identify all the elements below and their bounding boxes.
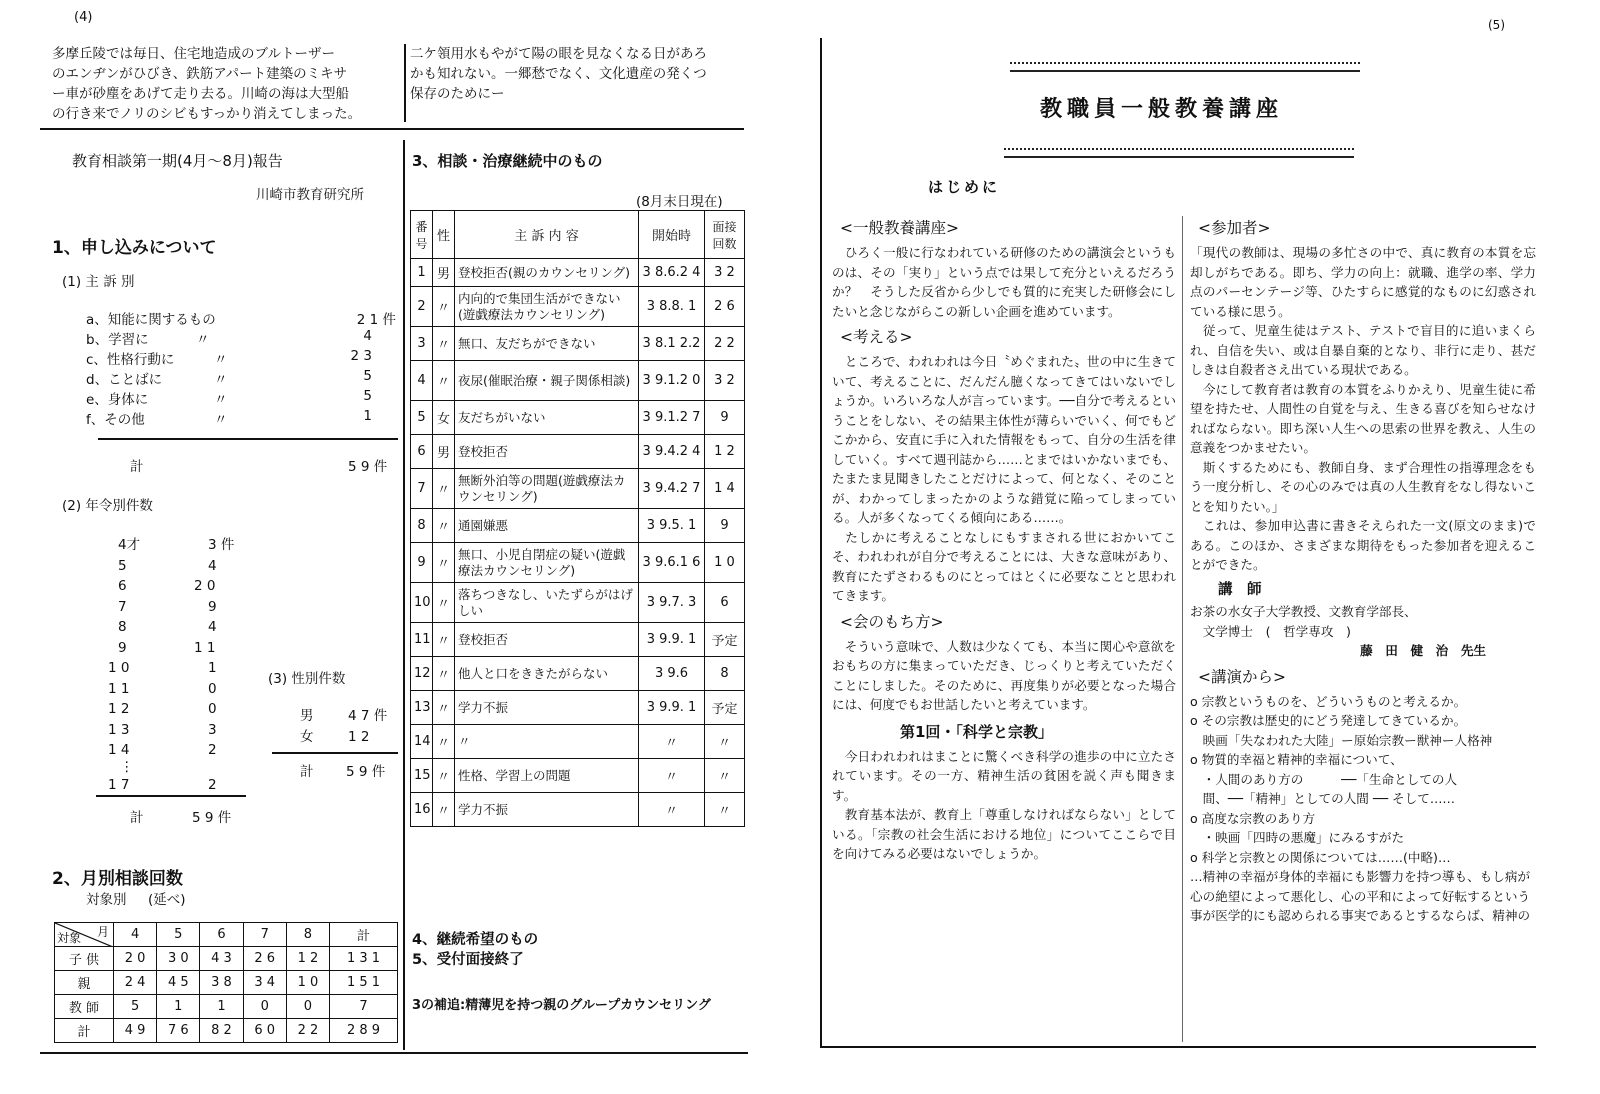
sex-label: 女 <box>300 729 314 745</box>
case-interview-count: 9 <box>705 401 745 435</box>
monthly-row-label: 子 供 <box>55 947 114 971</box>
intro-line: ー車が砂塵をあげて走り去る。川崎の海は大型船 <box>52 86 349 102</box>
case-number: 7 <box>411 469 433 509</box>
case-start-date: 〃 <box>639 725 705 759</box>
paragraph: ところで、われわれは今日〝めぐまれた〟世の中に生きていて、考えることに、だんだん臆くなってきてはいないでしょうか。いろいろな人が言っています。──自分で考えるということをしない、その結果主体性が薄らいでいく、何でもどこかから、安直に手に入れた情報をもって、自分の生活を律していく。すべて週刊誌から……とまではいかないまでも、たまたま見聞きしたことだけによって、何となく、そのことが、わかってしまったかのような錯覚に陥ってしまっている。人が多くなってくる傾向にある……。 <box>832 354 1176 525</box>
case-sex: 男 <box>433 259 455 287</box>
section-3-date: (8月末日現在) <box>636 194 723 210</box>
case-start-date: 3 8.1 2.2 <box>639 327 705 361</box>
case-number: 3 <box>411 327 433 361</box>
case-sex: 〃 <box>433 793 455 827</box>
monthly-cell: 2 8 9 <box>330 1019 398 1043</box>
section-heading: <会のもち方> <box>840 612 944 631</box>
case-sex: 〃 <box>433 327 455 361</box>
cases-header-start: 開始時 <box>639 211 705 259</box>
case-row <box>411 623 745 657</box>
age-count: 0 <box>208 680 217 697</box>
title-ornament-bottom <box>1004 148 1354 158</box>
section-heading: <参加者> <box>1198 219 1271 237</box>
intro-line: のエンヂンがひびき、鉄筋アパート建築のミキサ <box>52 66 348 82</box>
case-number: 6 <box>411 435 433 469</box>
section-2-title: 2、月別相談回数 <box>52 869 183 889</box>
case-start-date: 〃 <box>639 793 705 827</box>
month-header: 7 <box>243 923 286 947</box>
ages-total: 5 9 件 <box>192 810 232 826</box>
age-label: 4才 <box>118 537 141 553</box>
case-row <box>411 287 745 327</box>
case-content: 内向的で集団生活ができない(遊戯療法カウンセリング) <box>455 287 639 327</box>
case-number: 8 <box>411 509 433 543</box>
lecturer-label: 講 師 <box>1218 581 1262 598</box>
monthly-cell: 1 2 <box>286 947 329 971</box>
paragraph: そういう意味で、人数は少なくても、本当に関心や意欲をおもちの方に集まっていただき、じっくりと考えていただくことにしました。そのために、再度集りが必要となった場合には、何度でもお世話したいと考えています。 <box>832 638 1176 712</box>
intro-line: かも知れない。一郷愁でなく、文化遺産の発くつ <box>410 66 707 82</box>
introduction-heading: はじめに <box>928 178 1001 196</box>
age-count: 2 <box>208 742 217 758</box>
case-number: 15 <box>411 759 433 793</box>
complaint-label: b、学習に <box>86 332 149 348</box>
case-sex: 〃 <box>433 469 455 509</box>
case-interview-count: 〃 <box>705 793 745 827</box>
age-row <box>96 556 236 577</box>
corner-month-label: 月 <box>96 925 109 939</box>
intro-column-2 <box>410 44 760 104</box>
monthly-cell: 4 9 <box>114 1019 157 1043</box>
case-interview-count: 予定 <box>705 623 745 657</box>
month-header: 8 <box>286 923 329 947</box>
sex-total-label: 計 <box>300 764 314 780</box>
monthly-table <box>54 922 398 1043</box>
sex-list <box>300 706 400 748</box>
case-interview-count: 3 2 <box>705 259 745 287</box>
case-start-date: 3 9.6.1 6 <box>639 543 705 583</box>
monthly-cell: 2 4 <box>114 971 157 995</box>
case-interview-count: 9 <box>705 509 745 543</box>
section-heading: <講演から> <box>1198 667 1286 686</box>
ditto-mark: 〃 <box>196 332 210 348</box>
complaint-row <box>86 368 396 388</box>
case-interview-count: 〃 <box>705 759 745 793</box>
section-3-title: 3、相談・治療継続中のもの <box>412 152 603 170</box>
cases-header-row <box>411 211 745 259</box>
paragraph: 教育基本法が、教育上「尊重しなければならない」としている。「宗教の社会生活における地位」についてここらで目を向けてみる必要はないでしょうか。 <box>832 807 1176 861</box>
corner-target-label: 対象 <box>57 931 82 945</box>
complaints-total-label: 計 <box>130 459 144 475</box>
case-number: 16 <box>411 793 433 827</box>
case-interview-count: 1 0 <box>705 543 745 583</box>
monthly-row-label: 計 <box>55 1019 114 1043</box>
case-start-date: 3 9.4.2 7 <box>639 469 705 509</box>
sex-row <box>300 727 400 748</box>
section-1-title: 1、申し込みについて <box>52 238 217 258</box>
report-title: 教育相談第一期(4月～8月)報告 <box>72 152 283 170</box>
case-row <box>411 583 745 623</box>
case-sex: 女 <box>433 401 455 435</box>
age-label: 1 1 <box>108 680 130 697</box>
monthly-cell: 2 0 <box>114 947 157 971</box>
case-row <box>411 509 745 543</box>
cases-table <box>410 210 745 827</box>
ditto-mark: 〃 <box>214 372 228 388</box>
case-row <box>411 657 745 691</box>
complaints-list <box>86 308 396 428</box>
case-row <box>411 543 745 583</box>
case-number: 13 <box>411 691 433 725</box>
case-row <box>411 435 745 469</box>
case-content: 友だちがいない <box>455 401 639 435</box>
section-4-title: 4、継続希望のもの <box>412 932 539 948</box>
complaint-row <box>86 388 396 408</box>
case-number: 2 <box>411 287 433 327</box>
age-row <box>96 740 236 761</box>
case-number: 4 <box>411 361 433 401</box>
complaint-row <box>86 328 396 348</box>
monthly-cell: 7 <box>330 995 398 1019</box>
paragraph: これは、参加申込書に書きそえられた一文(原文のまま)である。このほか、さまざまな期待をもった参加者を迎えることができた。 <box>1190 518 1536 572</box>
case-sex: 男 <box>433 435 455 469</box>
monthly-cell: 0 <box>243 995 286 1019</box>
paragraph: 「現代の教師は、現場の多忙さの中で、真に教育の本質を忘却しがちである。即ち、学力の向上：就職、進学の率、学力点のパーセンテージ等、ひたすらに感覚的なものに幻惑されている様に思う。 <box>1190 245 1536 319</box>
case-start-date: 3 9.1.2 7 <box>639 401 705 435</box>
case-content: 登校拒否 <box>455 623 639 657</box>
age-row <box>96 576 236 597</box>
intro-line: の行き来でノリのシビもすっかり消えてしまった。 <box>52 106 362 122</box>
complaint-count: 5 <box>363 368 372 384</box>
page-title: 教職員一般教養講座 <box>1040 96 1284 122</box>
monthly-cell: 1 5 1 <box>330 971 398 995</box>
sex-count: 4 7 件 <box>348 708 388 724</box>
sex-row <box>300 706 400 727</box>
case-row <box>411 691 745 725</box>
paragraph: 斯くするためにも、教師自身、まず合理性の指導理念をもう一度分析し、その心のみでは真の人生教育をなし得ないことを知りたい。」 <box>1190 459 1536 514</box>
text-line: ・映画「四時の悪魔」にみるすがた <box>1190 830 1405 845</box>
complaint-label: c、性格行動に <box>86 352 175 368</box>
age-label: 1 7 <box>108 776 130 793</box>
text-line: 文学博士 ( 哲学専攻 ) <box>1190 623 1351 639</box>
age-label: 9 <box>118 639 127 656</box>
page-number-right: (5) <box>1488 18 1505 32</box>
case-content: 学力不振 <box>455 793 639 827</box>
case-row <box>411 401 745 435</box>
section-3-supplement: 3の補追:精薄児を持つ親のグループカウンセリング <box>412 998 711 1013</box>
case-sex: 〃 <box>433 287 455 327</box>
article-column-2 <box>1190 212 1536 926</box>
cases-header-sex: 性 <box>433 211 455 259</box>
age-row <box>96 658 236 679</box>
case-start-date: 3 9.6 <box>639 657 705 691</box>
monthly-cell: 4 5 <box>157 971 200 995</box>
case-content: 性格、学習上の問題 <box>455 759 639 793</box>
monthly-row <box>55 947 398 971</box>
complaint-count: 4 <box>363 328 372 344</box>
paragraph: 今にして教育者は教育の本質をふりかえり、児童生徒に希望を持たせ、人間性の自覚を与え、生きる喜びを知らせなければならない。即ち深い人生への思索の世界を教え、人生の意義をつかませたい。 <box>1190 381 1536 455</box>
monthly-corner-cell <box>55 923 114 947</box>
age-count: 2 0 <box>194 578 216 594</box>
monthly-cell: 3 0 <box>157 947 200 971</box>
age-row <box>96 699 236 720</box>
monthly-cell: 8 2 <box>200 1019 243 1043</box>
age-count: 3 <box>208 721 217 738</box>
intro-line: 保存のためにー <box>410 86 505 102</box>
age-label: 1 4 <box>108 742 130 758</box>
complaint-row <box>86 408 396 428</box>
case-sex: 〃 <box>433 583 455 623</box>
case-number: 9 <box>411 543 433 583</box>
complaint-label: d、ことばに <box>86 372 163 388</box>
age-label: 5 <box>118 557 127 574</box>
age-row <box>96 535 236 556</box>
age-count: 9 <box>208 598 217 615</box>
section-2-subtitle: 対象別 (延べ) <box>86 892 186 908</box>
subsection-2-title: (2) 年令別件数 <box>62 498 153 514</box>
age-row <box>96 720 236 741</box>
case-sex: 〃 <box>433 759 455 793</box>
paragraph: たしかに考えることなしにもすまされる世におかいてこそ、われわれが自分で考えることには、大きな意味があり、教育にたずさわるものにとってはとくに必要なことと思われてきます。 <box>832 529 1176 603</box>
sex-label: 男 <box>300 708 314 724</box>
case-content: 夜尿(催眠治療・親子関係相談) <box>455 361 639 401</box>
case-sex: 〃 <box>433 361 455 401</box>
case-content: 〃 <box>455 725 639 759</box>
age-count: 0 <box>208 701 217 717</box>
case-row <box>411 327 745 361</box>
sex-count: 1 2 <box>348 729 370 745</box>
monthly-cell: 3 4 <box>243 971 286 995</box>
ages-total-label: 計 <box>130 810 144 826</box>
case-sex: 〃 <box>433 543 455 583</box>
case-sex: 〃 <box>433 691 455 725</box>
monthly-cell: 1 <box>200 995 243 1019</box>
case-sex: 〃 <box>433 509 455 543</box>
complaint-row <box>86 348 396 368</box>
subsection-3-title: (3) 性別件数 <box>268 671 346 687</box>
monthly-cell: 1 <box>157 995 200 1019</box>
paragraph: 従って、児童生徒はテスト、テストで盲目的に追いまくられ、自信を失い、或は自暴自棄的となり、非行に走り、甚だしきは自殺者さえ出ている現状である。 <box>1190 323 1536 377</box>
monthly-total-row <box>55 1019 398 1043</box>
intro-line: 多摩丘陵では毎日、住宅地造成のブルトーザー <box>52 46 335 62</box>
ditto-mark: 〃 <box>214 412 228 428</box>
case-number: 10 <box>411 583 433 623</box>
age-count: 4 <box>208 557 217 574</box>
age-row <box>96 775 236 796</box>
month-header: 4 <box>114 923 157 947</box>
monthly-cell: 2 2 <box>286 1019 329 1043</box>
case-start-date: 3 8.8. 1 <box>639 287 705 327</box>
age-count: 2 <box>208 776 217 793</box>
case-interview-count: 8 <box>705 657 745 691</box>
section-heading: <一般教養講座> <box>840 219 959 237</box>
complaint-label: a、知能に関するもの <box>86 312 216 328</box>
age-label: 1 2 <box>108 701 130 717</box>
case-sex: 〃 <box>433 657 455 691</box>
complaint-count: 2 1 件 <box>356 312 396 328</box>
text-line: o 宗教というものを、どういうものと考えるか。 <box>1190 693 1467 709</box>
monthly-row-label: 親 <box>55 971 114 995</box>
subsection-1-title: (1) 主 訴 別 <box>62 274 135 290</box>
page-number-left: (4) <box>74 10 93 25</box>
monthly-cell: 4 3 <box>200 947 243 971</box>
case-start-date: 3 8.6.2 4 <box>639 259 705 287</box>
case-interview-count: 2 2 <box>705 327 745 361</box>
age-row <box>96 597 236 618</box>
intro-divider <box>404 44 406 122</box>
age-label: 1 0 <box>108 660 130 676</box>
intro-column-1 <box>52 44 402 124</box>
complaints-total-rule <box>98 438 398 440</box>
case-start-date: 3 9.9. 1 <box>639 691 705 725</box>
monthly-cell: 2 6 <box>243 947 286 971</box>
text-line: お茶の水女子大学教授、文教育学部長、 <box>1190 604 1417 619</box>
lecture-heading: 第1回・「科学と宗教」 <box>900 722 1053 741</box>
complaints-total: 5 9 件 <box>348 459 388 475</box>
age-row <box>96 617 236 638</box>
case-start-date: 〃 <box>639 759 705 793</box>
case-start-date: 3 9.5. 1 <box>639 509 705 543</box>
case-content: 通園嫌悪 <box>455 509 639 543</box>
monthly-cell: 1 3 1 <box>330 947 398 971</box>
case-row <box>411 793 745 827</box>
case-content: 他人と口をききたがらない <box>455 657 639 691</box>
case-content: 無口、小児自閉症の疑い(遊戯療法カウンセリング) <box>455 543 639 583</box>
case-sex: 〃 <box>433 725 455 759</box>
case-interview-count: 1 4 <box>705 469 745 509</box>
case-start-date: 3 9.7. 3 <box>639 583 705 623</box>
article-column-1 <box>832 212 1176 864</box>
right-page-bottom-rule <box>820 1046 1536 1048</box>
section-5-title: 5、受付面接終了 <box>412 952 524 968</box>
age-row <box>96 758 236 775</box>
monthly-cell: 1 0 <box>286 971 329 995</box>
age-label: 7 <box>118 598 127 615</box>
case-number: 5 <box>411 401 433 435</box>
age-count: 4 <box>208 619 217 635</box>
monthly-cell: 7 6 <box>157 1019 200 1043</box>
age-count: 3 件 <box>208 537 235 553</box>
text-line: o その宗教は歴史的にどう発達してきているか。 <box>1190 713 1467 728</box>
case-number: 14 <box>411 725 433 759</box>
text-line: 間、──「精神」としての人間 ── そして…… <box>1190 791 1456 806</box>
cases-header-content: 主 訴 内 容 <box>455 211 639 259</box>
monthly-cell: 5 <box>114 995 157 1019</box>
text-line: o 高度な宗教のあり方 <box>1190 810 1316 826</box>
complaint-label: f、その他 <box>86 412 145 428</box>
monthly-row-label: 教 師 <box>55 995 114 1019</box>
case-content: 登校拒否(親のカウンセリング) <box>455 259 639 287</box>
age-label: 1 3 <box>108 721 130 738</box>
text-line: 映画「失なわれた大陸」ー原始宗教ー獣神ー人格神 <box>1190 732 1493 748</box>
ellipsis-mark: ⋮ <box>120 758 134 775</box>
case-interview-count: 〃 <box>705 725 745 759</box>
case-interview-count: 予定 <box>705 691 745 725</box>
ditto-mark: 〃 <box>214 352 228 368</box>
age-list <box>96 535 236 795</box>
text-line: ・人間のあり方の ──「生命としての人 <box>1190 771 1458 787</box>
monthly-cell: 3 8 <box>200 971 243 995</box>
case-row <box>411 469 745 509</box>
cases-header-count: 面接回数 <box>705 211 745 259</box>
title-ornament-top <box>1010 62 1360 72</box>
case-content: 落ちつきなし、いたずらがはげしい <box>455 583 639 623</box>
case-start-date: 3 9.9. 1 <box>639 623 705 657</box>
case-content: 登校拒否 <box>455 435 639 469</box>
case-start-date: 3 9.4.2 4 <box>639 435 705 469</box>
case-row <box>411 259 745 287</box>
case-interview-count: 2 6 <box>705 287 745 327</box>
text-line: …精神の幸福が身体的幸福にも影響力を持つ導も、もし病が心の絶望によって悪化し、心の平和によって好転するという事が医学的にも認められる事実であるとするならば、精神の <box>1190 869 1531 923</box>
case-row <box>411 725 745 759</box>
case-sex: 〃 <box>433 623 455 657</box>
intro-line: 二ケ領用水もやがて陽の眼を見なくなる日があろ <box>410 46 707 62</box>
case-number: 12 <box>411 657 433 691</box>
complaint-row <box>86 308 396 328</box>
case-content: 無口、友だちができない <box>455 327 639 361</box>
age-row <box>96 679 236 700</box>
monthly-cell: 6 0 <box>243 1019 286 1043</box>
complaint-count: 1 <box>363 408 372 424</box>
monthly-cell: 0 <box>286 995 329 1019</box>
left-page-column-divider <box>403 140 405 1050</box>
case-content: 無断外泊等の問題(遊戯療法カウンセリング) <box>455 469 639 509</box>
monthly-row <box>55 995 398 1019</box>
ages-total-rule <box>96 795 246 797</box>
intro-bottom-rule <box>40 128 744 130</box>
age-row <box>96 638 236 659</box>
case-number: 1 <box>411 259 433 287</box>
right-page-left-border <box>820 38 822 1048</box>
report-org: 川崎市教育研究所 <box>256 187 364 203</box>
case-number: 11 <box>411 623 433 657</box>
sex-total-rule <box>272 752 398 754</box>
age-label: 8 <box>118 619 127 635</box>
age-count: 1 1 <box>194 639 216 656</box>
case-interview-count: 3 2 <box>705 361 745 401</box>
monthly-row <box>55 971 398 995</box>
paragraph: 今日われわれはまことに驚くべき科学の進歩の中に立たされています。その一方、精神生活の貧困を説く声も聞きます。 <box>832 748 1177 803</box>
monthly-header-row <box>55 923 398 947</box>
month-header: 計 <box>330 923 398 947</box>
complaint-label: e、身体に <box>86 392 149 408</box>
case-interview-count: 6 <box>705 583 745 623</box>
right-page-column-divider <box>1182 216 1183 1042</box>
section-heading: <考える> <box>840 328 913 346</box>
text-line: o 物質的幸福と精神的幸福について、 <box>1190 752 1403 767</box>
cases-header-no: 番号 <box>411 211 433 259</box>
left-page-bottom-rule <box>40 1052 748 1054</box>
case-interview-count: 1 2 <box>705 435 745 469</box>
age-count: 1 <box>208 660 217 676</box>
case-start-date: 3 9.1.2 0 <box>639 361 705 401</box>
complaint-count: 5 <box>363 388 372 404</box>
month-header: 6 <box>200 923 243 947</box>
case-row <box>411 759 745 793</box>
ditto-mark: 〃 <box>214 392 228 408</box>
age-label: 6 <box>118 578 127 594</box>
lecturer-name: 藤 田 健 治 先生 <box>1360 643 1486 658</box>
case-content: 学力不振 <box>455 691 639 725</box>
case-row <box>411 361 745 401</box>
paragraph: ひろく一般に行なわれている研修のための講演会というものは、その「実り」という点では果して充分といえるだろうか？ そうした反省から少しでも質的に充実した研修会にしたいと念じながらこの新しい企画を進めています。 <box>832 245 1176 319</box>
month-header: 5 <box>157 923 200 947</box>
complaint-count: 2 3 <box>350 348 372 364</box>
sex-total: 5 9 件 <box>346 764 386 780</box>
text-line: o 科学と宗教との関係については……(中略)… <box>1190 849 1451 865</box>
